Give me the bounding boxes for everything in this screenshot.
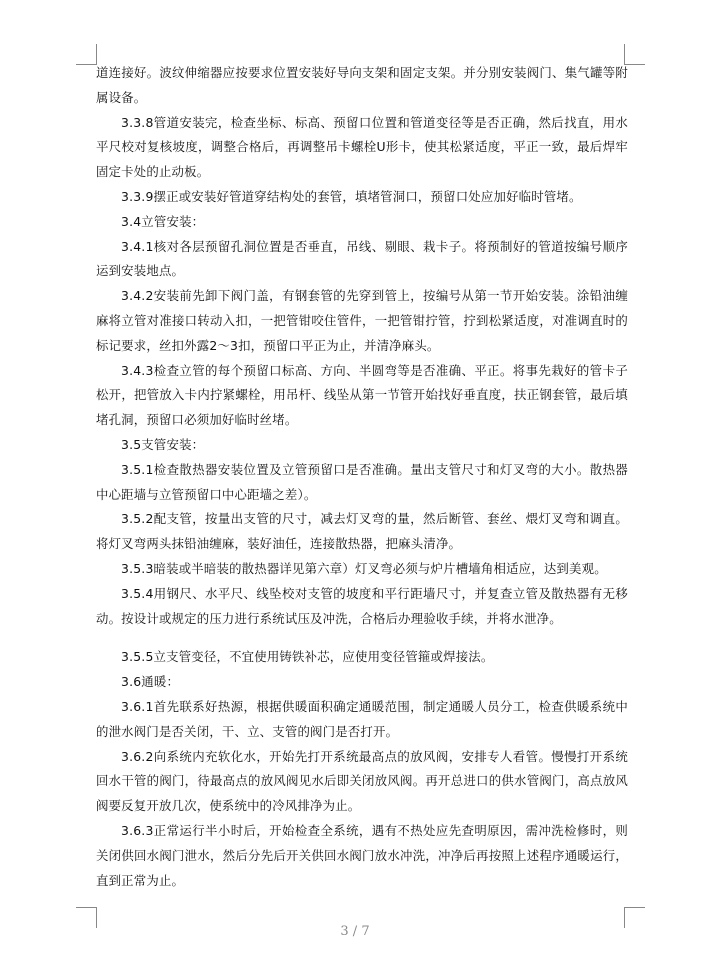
paragraph: 3.4.2安装前先卸下阀门盖，有钢套管的先穿到管上，按编号从第一节开始安装。涂铅油缠麻将立管对准接口转动入扣，一把管钳咬住管件，一把管钳拧管，拧到松紧适度，对准调直时的标记要求，丝扣外露2～3扣，预留口平正为止，并清净麻头。 xyxy=(96,288,628,353)
paragraph: 3.5.1检查散热器安装位置及立管预留口是否准确。量出支管尺寸和灯叉弯的大小。散热器中心距墙与立管预留口中心距墙之差）。 xyxy=(96,461,628,502)
paragraph: 3.3.9摆正或安装好管道穿结构处的套管，填堵管洞口，预留口处应加好临时管堵。 xyxy=(121,188,582,204)
page-number: 3 / 7 xyxy=(340,924,370,939)
paragraph: 3.3.8管道安装完，检查坐标、标高、预留口位置和管道变径等是否正确，然后找直，用水平尺校对复核坡度，调整合格后，再调整吊卡螺栓U形卡，使其松紧适度，平正一致，最后焊牢固定卡处的止动板。 xyxy=(96,114,628,180)
paragraph: 3.6.3正常运行半小时后，开始检查全系统，遇有不热处应先查明原因，需冲洗检修时，则关闭供回水阀门泄水，然后分先后开关供回水阀门放水冲洗，冲净后再按照上述程序通暖运行，直到正常为止。 xyxy=(96,822,628,888)
paragraph: 3.5.4用钢尺、水平尺、线坠校对支管的坡度和平行距墙尺寸，并复查立管及散热器有无移动。按设计或规定的压力进行系统试压及冲洗，合格后办理验收手续，并将水泄净。 xyxy=(96,585,628,626)
section-heading: 3.6通暖： xyxy=(121,674,180,690)
paragraph: 3.4.1核对各层预留孔洞位置是否垂直，吊线、剔眼、栽卡子。将预制好的管道按编号顺序运到安装地点。 xyxy=(96,238,628,279)
paragraph: 道连接好。波纹伸缩器应按要求位置安装好导向支架和固定支架。并分别安装阀门、集气罐等附属设备。 xyxy=(96,65,628,105)
paragraph: 3.6.2向系统内充软化水，开始先打开系统最高点的放风阀，安排专人看管。慢慢打开系统回水干管的阀门，待最高点的放风阀见水后即关闭放风阀。再开总进口的供水管阀门，高点放风阀要反复开放几次，使系统中的冷风排净为止。 xyxy=(96,748,628,814)
paragraph: 3.4.3检查立管的每个预留口标高、方向、半圆弯等是否准确、平正。将事先栽好的管卡子松开，把管放入卡内拧紧螺栓，用吊杆、线坠从第一节管开始找好垂直度，扶正钢套管，最后填堵孔洞，预留口必须加好临时丝堵。 xyxy=(96,362,628,428)
corner-mark-top-left xyxy=(76,44,97,65)
paragraph: 3.5.3暗装或半暗装的散热器详见第六章）灯叉弯必须与炉片槽墙角相适应，达到美观。 xyxy=(121,560,607,576)
paragraph: 3.6.1首先联系好热源，根据供暖面积确定通暖范围，制定通暖人员分工，检查供暖系统中的泄水阀门是否关闭，干、立、支管的阀门是否打开。 xyxy=(96,698,628,739)
paragraph: 3.5.5立支管变径，不宜使用铸铁补芯，应使用变径管箍或焊接法。 xyxy=(121,649,494,665)
section-heading: 3.4立管安装： xyxy=(121,213,205,229)
paragraph: 3.5.2配支管，按量出支管的尺寸，减去灯叉弯的量，然后断管、套丝、煨灯叉弯和调直。将灯叉弯两头抹铅油缠麻，装好油任，连接散热器，把麻头清净。 xyxy=(96,511,628,552)
section-heading: 3.5支管安装： xyxy=(121,436,205,452)
document-body xyxy=(96,61,628,893)
